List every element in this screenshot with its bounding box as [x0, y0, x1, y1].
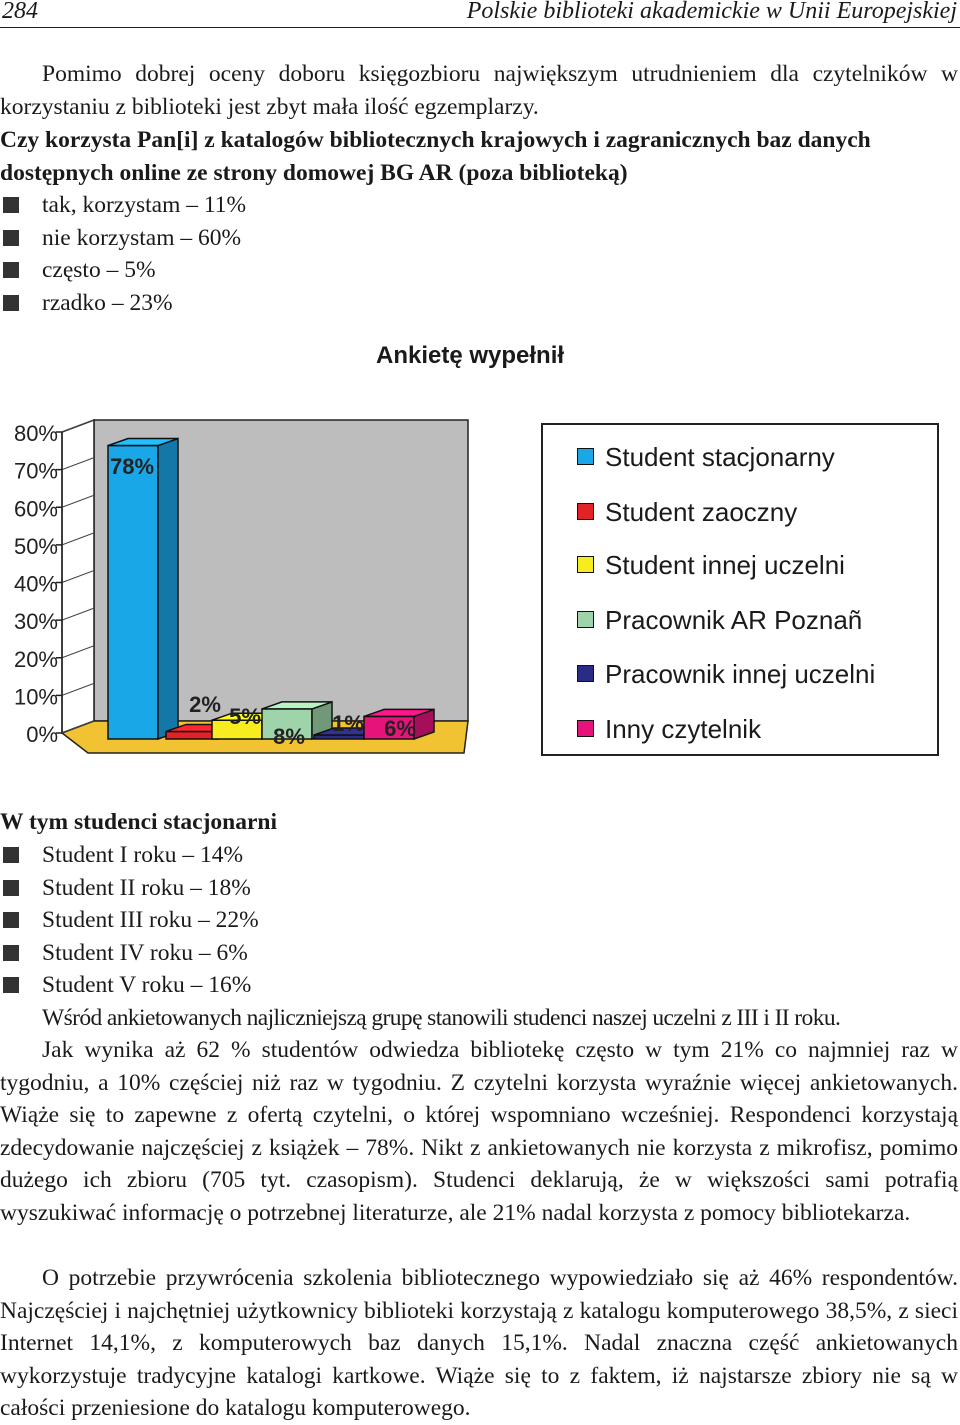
- students-list: [0, 839, 259, 1002]
- legend-swatch: [577, 611, 594, 628]
- bar-front: [166, 731, 218, 739]
- legend-swatch: [577, 448, 594, 465]
- bar-data-label: 78%: [109, 454, 155, 479]
- bar-front: [108, 446, 158, 739]
- bullet-square-icon: [3, 945, 19, 961]
- chart-title: Ankietę wypełnił: [376, 342, 565, 369]
- y-tick-label: 10%: [13, 684, 58, 710]
- students-note: Wśród ankietowanych najliczniejszą grupę stanowili studenci naszej uczelni z III i II roku.: [42, 1005, 841, 1031]
- answer-item: rzadko – 23%: [0, 287, 246, 320]
- y-tick-label: 30%: [13, 609, 58, 635]
- y-tick-label: 70%: [13, 458, 58, 484]
- bar-data-label: 1%: [332, 711, 364, 736]
- answer-item: tak, korzystam – 11%: [0, 189, 246, 222]
- chart-legend: Student stacjonarny Student zaoczny Student innej uczelni Pracownik AR Poznañ Pracownik innej uczelni Inny czytelnik: [541, 423, 939, 756]
- body-paragraph: Jak wynika aż 62 % studentów odwiedza bibliotekę często w tym 21% co najmniej raz w tygodniu, a 10% częściej niż raz w tygodniu. Z czytelni korzysta wyraźnie więcej ankietowanych. Wiąże się to zapewne z ofertą czytelni, o której wspomniano wcześniej. Respondenci korzystają zdecydowanie najczęściej z książek – 78%. Nikt z ankietowanych nie korzysta z mikrofisz, pomimo dużego ich zbioru (705 tyt. czasopism). Studenci deklarują, że w większości sami potrafią wyszukiwać informację o potrzebnej literaturze, ale 21% nadal korzysta z pomocy bibliotekarza.: [0, 1037, 958, 1226]
- y-tick-label: 0%: [26, 722, 58, 747]
- y-tick-label: 40%: [13, 571, 58, 597]
- bullet-square-icon: [3, 880, 19, 896]
- bullet-square-icon: [3, 847, 19, 863]
- bar-data-label: 6%: [384, 716, 416, 741]
- bar-data-label: 8%: [273, 724, 305, 749]
- bar-data-label: 5%: [229, 704, 261, 729]
- body-paragraph: O potrzebie przywrócenia szkolenia bibliotecznego wypowiedziało się aż 46% respondentów. Najczęściej i najchętniej użytkownicy biblioteki korzystają z katalogu komputerowego 38,5%, z sieci Internet 14,1%, z komputerowych baz danych 15,1%. Nadal znaczna część ankietowanych wykorzystuje tradycyjne katalogi kartkowe. Wiąże się to z faktem, iż najstarsze zbiory nie są w całości przeniesione do katalogu komputerowego.: [0, 1265, 958, 1421]
- intro-paragraph: Pomimo dobrej oceny doboru księgozbioru największym utrudnieniem dla czytelników w korzystaniu z biblioteki jest zbyt mała ilość egzemplarzy.: [0, 61, 958, 120]
- y-tick-label: 20%: [13, 646, 58, 672]
- answer-item: nie korzystam – 60%: [0, 222, 246, 255]
- legend-swatch: [577, 665, 594, 682]
- bar-data-label: 2%: [189, 692, 221, 717]
- running-title: Polskie biblioteki akademickie w Unii Europejskiej: [466, 0, 957, 24]
- student-item: Student III roku – 22%: [0, 904, 259, 937]
- legend-swatch: [577, 720, 594, 737]
- legend-swatch: [577, 503, 594, 520]
- y-tick-label: 60%: [13, 496, 58, 522]
- page-number: 284: [2, 0, 38, 24]
- student-item: Student IV roku – 6%: [0, 937, 259, 970]
- students-heading: W tym studenci stacjonarni: [0, 809, 277, 835]
- student-item: Student V roku – 16%: [0, 969, 259, 1002]
- y-tick-label: 50%: [13, 533, 58, 559]
- bullet-square-icon: [3, 912, 19, 928]
- student-item: Student II roku – 18%: [0, 872, 259, 905]
- bullet-square-icon: [3, 977, 19, 993]
- legend-swatch: [577, 556, 594, 573]
- question-heading: Czy korzysta Pan[i] z katalogów bibliotecznych krajowych i zagranicznych baz danych dostępnych online ze strony domowej BG AR (poza biblioteką): [0, 127, 871, 186]
- y-tick-label: 80%: [13, 421, 58, 446]
- bar-side: [158, 439, 178, 739]
- student-item: Student I roku – 14%: [0, 839, 259, 872]
- answer-item: często – 5%: [0, 254, 246, 287]
